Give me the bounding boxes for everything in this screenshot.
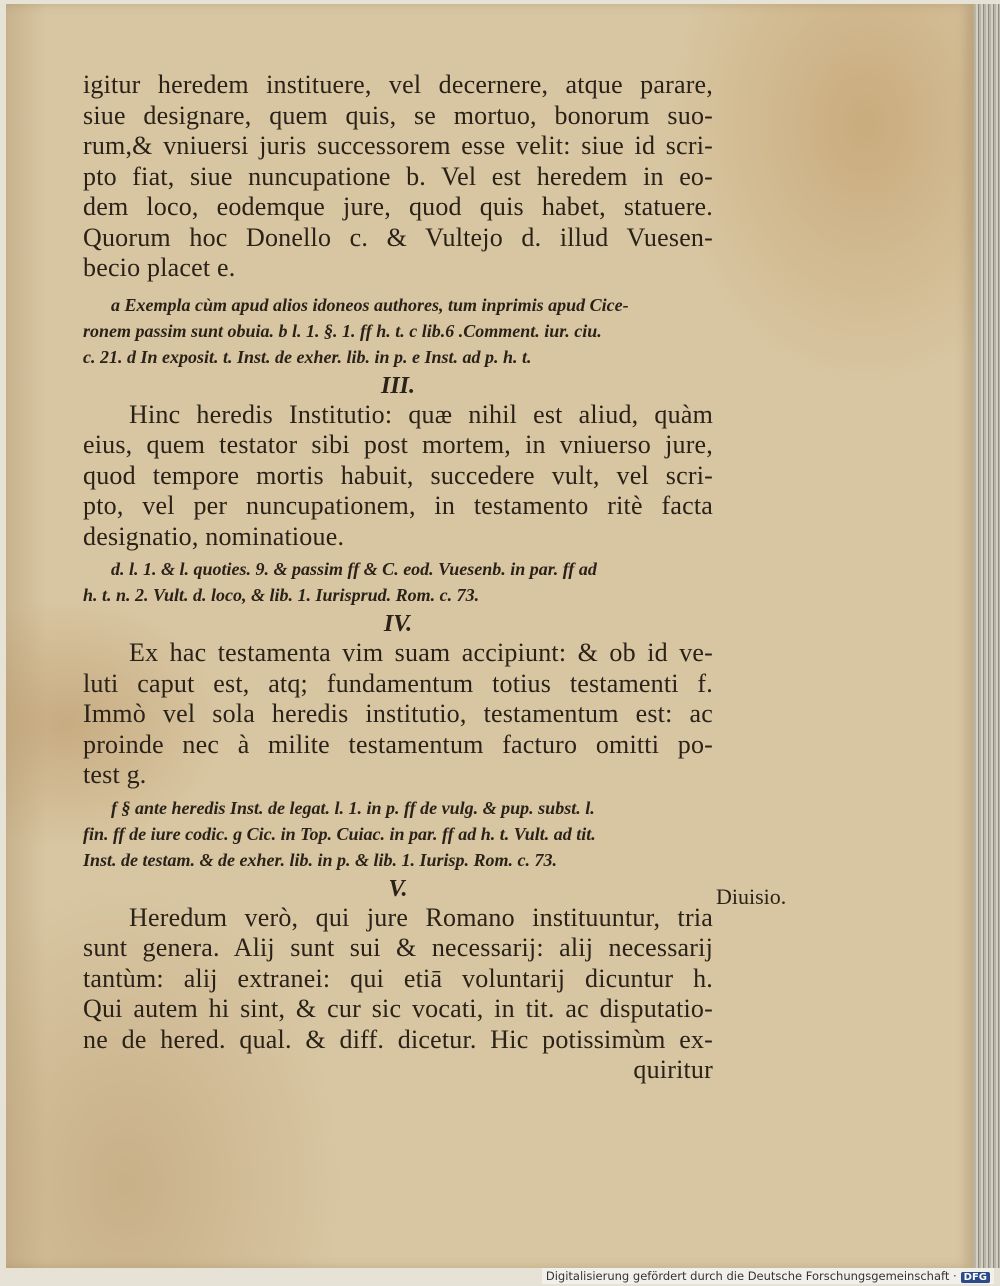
body-line: rum,& vniuersi juris successorem esse velit: siue id scri- xyxy=(83,131,713,160)
section-number: III. xyxy=(380,372,416,399)
footnote-line: ronem passim sunt obuia. b l. 1. §. 1. ff h. t. c lib.6 .Comment. iur. ciu. xyxy=(83,320,602,341)
footnote-line: a Exempla cùm apud alios idoneos authores, tum inprimis apud Cice- xyxy=(111,294,629,315)
body-line: Hinc heredis Institutio: quæ nihil est aliud, quàm xyxy=(129,399,713,429)
body-line: pto fiat, siue nuncupatione b. Vel est heredem in eo- xyxy=(83,161,713,191)
footnote-line: f § ante heredis Inst. de legat. l. 1. in p. ff de vulg. & pup. subst. l. xyxy=(111,797,595,818)
body-line: igitur heredem instituere, vel decernere, atque parare, xyxy=(83,70,713,99)
footnote-line: Inst. de testam. & de exher. lib. in p. & lib. 1. Iurisp. Rom. c. 73. xyxy=(83,849,558,870)
digitization-credit xyxy=(542,1268,994,1284)
body-line: designatio, nominatioue. xyxy=(83,521,345,551)
body-line: Heredum verò, qui jure Romano instituuntur, tria xyxy=(129,902,713,932)
book-page-edge xyxy=(974,4,1000,1268)
page-text xyxy=(83,70,713,1086)
body-line: eius, quem testator sibi post mortem, in vniuerso jure, xyxy=(83,430,713,459)
body-line: Quorum hoc Donello c. & Vultejo d. illud Vuesen- xyxy=(83,222,713,252)
body-line: siue designare, quem quis, se mortuo, bonorum suo- xyxy=(83,100,713,130)
footnote-line: c. 21. d In exposit. t. Inst. de exher. lib. in p. e Inst. ad p. h. t. xyxy=(83,346,532,367)
body-line: Ex hac testamenta vim suam accipiunt: & ob id ve- xyxy=(129,638,713,667)
body-line: becio placet e. xyxy=(83,253,236,282)
body-line: luti caput est, atq; fundamentum totius testamenti f. xyxy=(83,668,713,698)
body-line: test g. xyxy=(83,760,147,789)
body-line: quod tempore mortis habuit, succedere vult, vel scri- xyxy=(83,460,713,490)
dfg-logo: DFG xyxy=(961,1272,990,1283)
catchword: quiritur xyxy=(633,1055,713,1084)
body-line: sunt genera. Alij sunt sui & necessarij: alij necessarij xyxy=(83,933,713,962)
body-line: proinde nec à milite testamentum facturo omitti po- xyxy=(83,729,713,759)
footnote-line: h. t. n. 2. Vult. d. loco, & lib. 1. Iurisprud. Rom. c. 73. xyxy=(83,585,480,605)
body-line: dem loco, eodemque jure, quod quis habet, statuere. xyxy=(83,192,713,221)
body-line: Immò vel sola heredis institutio, testamentum est: ac xyxy=(83,699,713,728)
body-line: pto, vel per nuncupationem, in testamento ritè facta xyxy=(83,491,713,520)
footnote-line: d. l. 1. & l. quoties. 9. & passim ff & C. eod. Vuesenb. in par. ff ad xyxy=(111,559,597,579)
footnote-line: fin. ff de iure codic. g Cic. in Top. Cuiac. in par. ff ad h. t. Vult. ad tit. xyxy=(83,823,596,844)
margin-note: Diuisio. xyxy=(716,884,787,909)
body-line: tantùm: alij extranei: qui etiā voluntarij dicuntur h. xyxy=(83,963,713,993)
body-line: Qui autem hi sint, & cur sic vocati, in tit. ac disputatio- xyxy=(83,994,713,1023)
section-number: V. xyxy=(388,875,408,902)
body-line: ne de hered. qual. & diff. dicetur. Hic potissimùm ex- xyxy=(83,1024,713,1054)
credit-text: Digitalisierung gefördert durch die Deutsche Forschungsgemeinschaft · xyxy=(545,1269,957,1283)
section-number: IV. xyxy=(383,611,413,637)
